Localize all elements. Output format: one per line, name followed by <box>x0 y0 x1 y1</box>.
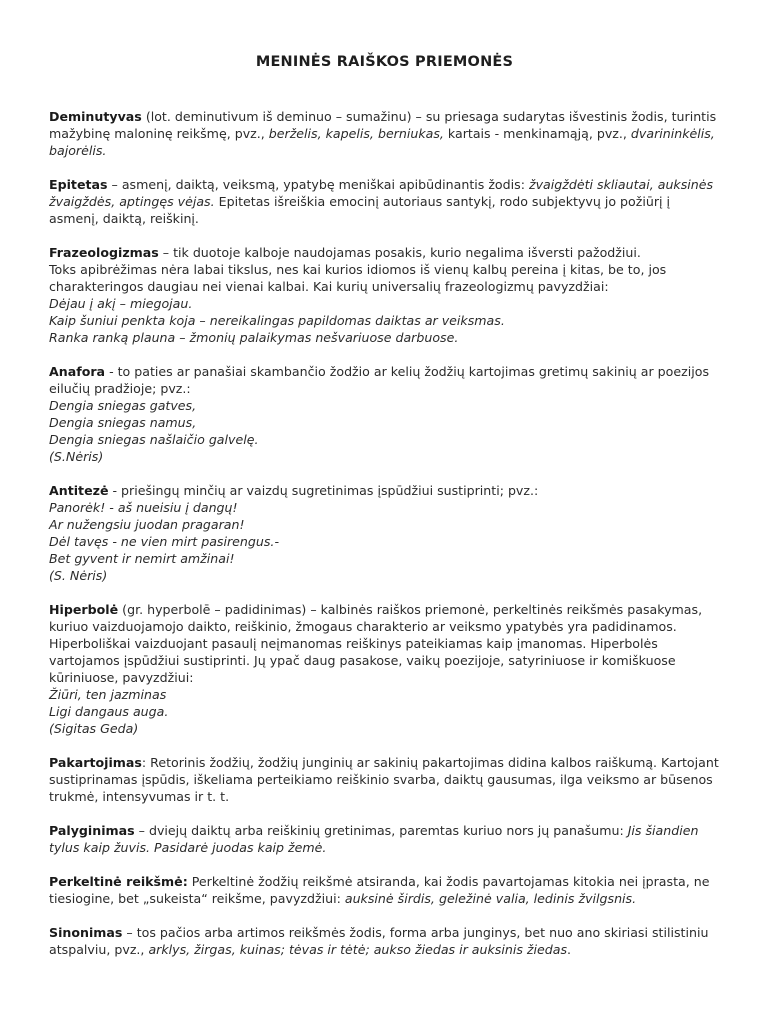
term-name: Anafora <box>49 364 106 379</box>
example-text: auksinė širdis, geležinė valia, ledinis žvilgsnis. <box>344 891 637 906</box>
term-entry <box>49 108 720 159</box>
example-line <box>49 261 720 295</box>
example-text: (S.Nėris) <box>49 449 104 464</box>
definition-text: (gr. hyperbolē – padidinimas) – kalbinės raiškos priemonė, perkeltinės reikšmės pasakymas, kuriuo vaizduojamojo daikto, reiškinio, žmogaus charakterio ar veiksmo ypatybės yra padidinamos. Hiperboliškai vaizduojant pasaulį neįmanomas reiškinys pateikiamas kaip įmanomas. Hiperbolės vartojamos įspūdžiui sustiprinti. Jų ypač daug pasakose, vaikų poezijoje, satyriniuose ir komiškuose kūriniuose, pavyzdžiui: <box>49 602 703 685</box>
definition-line <box>49 601 720 686</box>
term-name: Hiperbolė <box>49 602 119 617</box>
definition-line <box>49 482 720 499</box>
definition-text: Toks apibrėžimas nėra labai tikslus, nes kai kurios idiomos iš vienų kalbų pereina į kitas, be to, jos charakteringos daugiau nei vienai kalbai. Kai kurių universalių frazeologizmų pavyzdžiai: <box>49 262 667 294</box>
example-text: Ligi dangaus auga. <box>49 704 169 719</box>
example-text: žvaigždėti skliautai, auksinės žvaigždės, aptingęs vėjas. <box>49 177 714 209</box>
definition-text: Perkeltinė žodžių reikšmė atsiranda, kai žodis pavartojamas kitokia nei įprasta, ne tiesiogine, bet „sukeista“ reikšme, pavyzdžiui: <box>49 874 710 906</box>
definition-text: - to paties ar panašiai skambančio žodžio ar kelių žodžių kartojimas gretimų sakinių ar poezijos eilučių pradžioje; pvz.: <box>49 364 710 396</box>
example-text: Bet gyvent ir nemirt amžinai! <box>49 551 235 566</box>
definition-text: - priešingų minčių ar vaizdų sugretinimas įspūdžiui sustiprinti; pvz.: <box>108 483 539 498</box>
term-name: Sinonimas <box>49 925 123 940</box>
example-text: Panorėk! - aš nueisiu į dangų! <box>49 500 238 515</box>
example-text: Jis šiandien tylus kaip žuvis. Pasidarė juodas kaip žemė. <box>49 823 699 855</box>
term-entry <box>49 601 720 737</box>
term-entry <box>49 873 720 907</box>
example-text: Ar nužengsiu juodan pragaran! <box>49 517 245 532</box>
term-name: Palyginimas <box>49 823 135 838</box>
definition-line <box>49 754 720 805</box>
example-text: Kaip šuniui penkta koja – nereikalingas papildomas daiktas ar veiksmas. <box>49 313 505 328</box>
term-name: Pakartojimas <box>49 755 142 770</box>
example-text: Dengia sniegas gatves, <box>49 398 197 413</box>
example-text: Žiūri, ten jazminas <box>49 687 167 702</box>
example-text: (S. Nėris) <box>49 568 108 583</box>
term-name: Epitetas <box>49 177 108 192</box>
definition-line <box>49 924 720 958</box>
example-text: Dengia sniegas našlaičio galvelę. <box>49 432 259 447</box>
example-line <box>49 703 720 720</box>
term-entry <box>49 924 720 958</box>
example-line <box>49 397 720 414</box>
example-line <box>49 312 720 329</box>
term-name: Deminutyvas <box>49 109 142 124</box>
page-title: MENINĖS RAIŠKOS PRIEMONĖS <box>255 54 514 70</box>
definition-text: – tik duotoje kalboje naudojamas posakis, kurio negalima išversti pažodžiui. <box>158 245 641 260</box>
example-text: dvarininkėlis, bajorėlis. <box>49 126 715 158</box>
definition-line <box>49 176 720 227</box>
example-text: Dėjau į akį – miegojau. <box>49 296 193 311</box>
definition-text: – dviejų daiktų arba reiškinių gretinimas, paremtas kuriuo nors jų panašumu: <box>134 823 628 838</box>
example-text: Dengia sniegas namus, <box>49 415 197 430</box>
definition-line <box>49 244 720 261</box>
example-line <box>49 720 720 737</box>
term-name: Frazeologizmas <box>49 245 159 260</box>
definition-text: (lot. deminutivum iš deminuo – sumažinu) – su priesaga sudarytas išvestinis žodis, turintis mažybinę maloninę reikšmę, pvz., <box>49 109 717 141</box>
term-name: Antitezė <box>49 483 109 498</box>
definition-text: – asmenį, daiktą, veiksmą, ypatybę meniškai apibūdinantis žodis: <box>107 177 529 192</box>
example-line <box>49 295 720 312</box>
example-line <box>49 448 720 465</box>
example-text: Ranka ranką plauna – žmonių palaikymas nešvariuose darbuose. <box>49 330 459 345</box>
example-line <box>49 567 720 584</box>
definition-text: – tos pačios arba artimos reikšmės žodis, forma arba junginys, bet nuo ano skiriasi stilistiniu atspalviu, pvz., <box>49 925 709 957</box>
definition-line <box>49 873 720 907</box>
example-text: Dėl tavęs - ne vien mirt pasirengus.- <box>49 534 279 549</box>
term-entry <box>49 176 720 227</box>
term-entry <box>49 363 720 465</box>
definition-line <box>49 822 720 856</box>
example-line <box>49 329 720 346</box>
example-line <box>49 431 720 448</box>
example-line <box>49 533 720 550</box>
definition-line <box>49 108 720 159</box>
example-line <box>49 516 720 533</box>
term-name: Perkeltinė reikšmė: <box>49 874 188 889</box>
example-text: berželis, kapelis, berniukas, <box>268 126 444 141</box>
term-entry <box>49 244 720 346</box>
example-line <box>49 550 720 567</box>
definition-text: Epitetas išreiškia emocinį autoriaus santykį, rodo subjektyvų jo požiūrį į asmenį, daiktą, reiškinį. <box>49 194 671 226</box>
term-list <box>49 108 720 958</box>
definition-text: kartais - menkinamąją, pvz., <box>443 126 631 141</box>
term-entry <box>49 482 720 584</box>
definition-text: : Retorinis žodžių, žodžių junginių ar sakinių pakartojimas didina kalbos raiškumą. Kartojant sustiprinamas įspūdis, iškeliama perteikiamo reiškinio svarba, daiktų gausumas, ilga veiksmo ar būsenos trukmė, intensyvumas ir t. t. <box>49 755 719 804</box>
definition-text: . <box>567 942 572 957</box>
example-text: arklys, žirgas, kuinas; tėvas ir tėtė; aukso žiedas ir auksinis žiedas <box>148 942 568 957</box>
example-line <box>49 499 720 516</box>
example-line <box>49 686 720 703</box>
example-text: (Sigitas Geda) <box>49 721 139 736</box>
term-entry <box>49 822 720 856</box>
term-entry <box>49 754 720 805</box>
definition-line <box>49 363 720 397</box>
example-line <box>49 414 720 431</box>
